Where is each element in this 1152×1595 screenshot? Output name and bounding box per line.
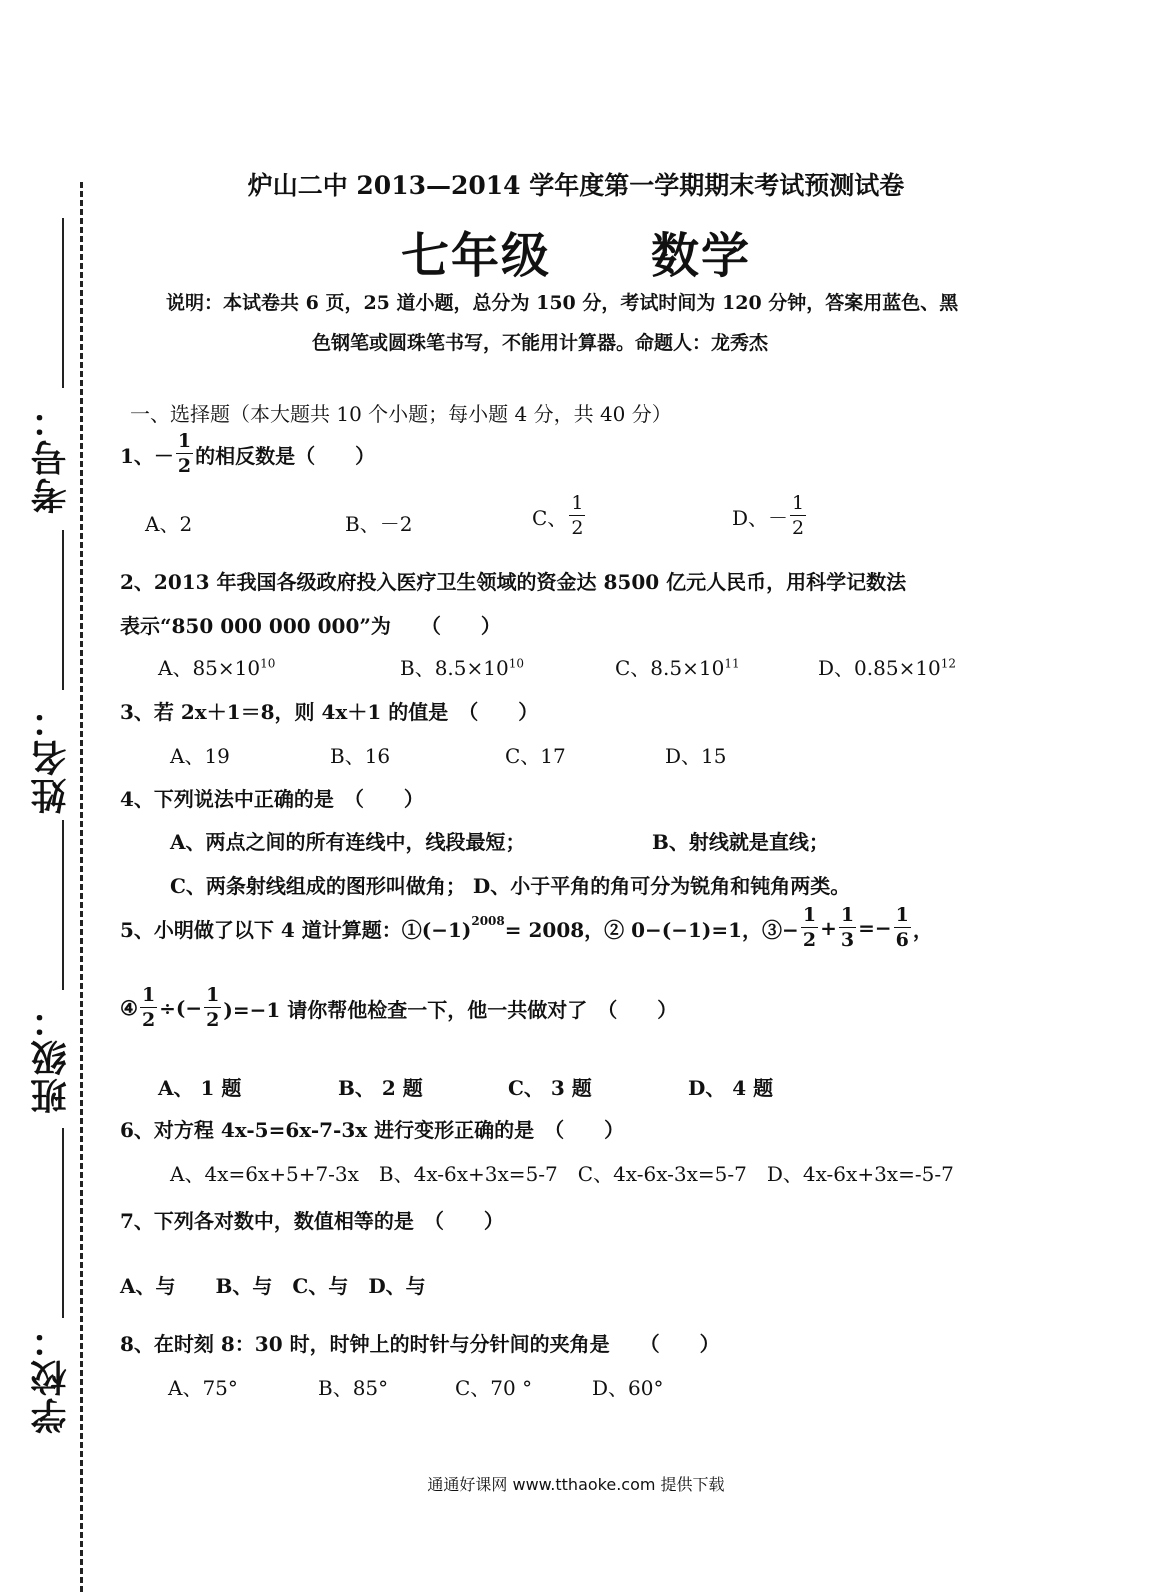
- q4-option-a: A、两点之间的所有连线中，线段最短；: [170, 830, 526, 854]
- question-4: 4、下列说法中正确的是 （ ）: [120, 787, 424, 811]
- name-underline: [62, 530, 64, 690]
- q7-options: A、与 B、与 C、与 D、与: [120, 1274, 426, 1298]
- q1-suffix: 的相反数是（ ）: [195, 443, 376, 468]
- section-heading: 一、选择题（本大题共 10 个小题；每小题 4 分，共 40 分）: [130, 402, 672, 426]
- question-6: 6、对方程 4x-5=6x-7-3x 进行变形正确的是 （ ）: [120, 1118, 625, 1142]
- question-3: 3、若 2x＋1＝8，则 4x＋1 的值是 （ ）: [120, 700, 539, 724]
- exam-title: 炉山二中 2013—2014 学年度第一学期期末考试预测试卷: [247, 171, 905, 200]
- q5-option-d: D、 4 题: [688, 1076, 774, 1100]
- q1-option-d: D、－ $\frac{1}{2}$: [732, 492, 805, 539]
- q2-option-b: B、$8.5\times 10^{10}$: [400, 656, 524, 680]
- instructions-line-2: 色钢笔或圆珠笔书写，不能用计算器。命题人：龙秀杰: [312, 332, 769, 354]
- q8-option-c: C、70 °: [455, 1376, 533, 1400]
- question-5-line-2: ④ $\frac{1}{2}$ ÷(− $\frac{1}{2}$ )=−1 请你帮他检查一下，他一共做对了 （ ）: [120, 984, 678, 1031]
- name-label: 姓名：: [31, 700, 72, 814]
- q1-prefix: 1、－: [120, 443, 174, 468]
- question-2-line-1: 2、2013 年我国各级政府投入医疗卫生领域的资金达 8500 亿元人民币，用科学记数法: [120, 570, 907, 594]
- q3-option-a: A、19: [170, 744, 230, 768]
- download-footer: 通通好课网 www.tthaoke.com 提供下载: [427, 1475, 725, 1494]
- q6-options: A、4x=6x+5+7-3x B、4x-6x+3x=5-7 C、4x-6x-3x=5-7 D、4x-6x+3x=-5-7: [170, 1162, 954, 1186]
- instructions-line-1: 说明：本试卷共 6 页，25 道小题，总分为 150 分，考试时间为 120 分钟，答案用蓝色、黑: [166, 292, 959, 314]
- q1-fraction: $\frac{1}{2}$: [177, 430, 192, 477]
- q5-option-b: B、 2 题: [338, 1076, 423, 1100]
- q8-option-a: A、75°: [168, 1376, 238, 1400]
- class-label: 班级：: [31, 1000, 72, 1114]
- q8-option-b: B、85°: [318, 1376, 389, 1400]
- q3-option-c: C、17: [505, 744, 566, 768]
- q8-option-d: D、60°: [592, 1376, 664, 1400]
- q1-option-b: B、－2: [345, 512, 413, 536]
- question-8: 8、在时刻 8：30 时，时钟上的时针与分针间的夹角是 （ ）: [120, 1332, 720, 1356]
- q5-option-c: C、 3 题: [508, 1076, 592, 1100]
- question-1: [120, 432, 375, 476]
- question-7: 7、下列各对数中，数值相等的是 （ ）: [120, 1209, 504, 1233]
- q2-option-d: D、$0.85\times 10^{12}$: [818, 656, 957, 680]
- question-5-line-1: 5、小明做了以下 4 道计算题：①(−1) $^{2008}$ = 2008，② 0−(−1)=1，③− $\frac{1}{2}$ + $\frac{1}{3}$ =− $\frac{1}{6}$ ，: [120, 904, 933, 951]
- q2-option-c: C、$8.5\times 10^{11}$: [615, 656, 740, 680]
- q4-options-cd: C、两条射线组成的图形叫做角； D、小于平角的角可分为锐角和钝角两类。: [170, 874, 851, 898]
- subject-title: 七年级 数学: [400, 228, 751, 284]
- q1-option-c: C、 $\frac{1}{2}$: [532, 492, 584, 539]
- q4-option-b: B、射线就是直线；: [652, 830, 829, 854]
- school-underline: [62, 1128, 64, 1318]
- class-underline: [62, 820, 64, 990]
- q1-option-a: A、2: [145, 512, 193, 536]
- q3-option-d: D、15: [665, 744, 727, 768]
- q5-option-a: A、 1 题: [158, 1076, 242, 1100]
- q3-option-b: B、16: [330, 744, 391, 768]
- question-2-line-2: 表示“850 000 000 000”为 （ ）: [120, 614, 501, 638]
- q2-option-a: A、$85\times 10^{10}$: [158, 656, 276, 680]
- binding-dashed-line: [80, 182, 83, 1592]
- exam-no-label: 考号：: [31, 400, 72, 514]
- school-label: 学校：: [31, 1320, 72, 1434]
